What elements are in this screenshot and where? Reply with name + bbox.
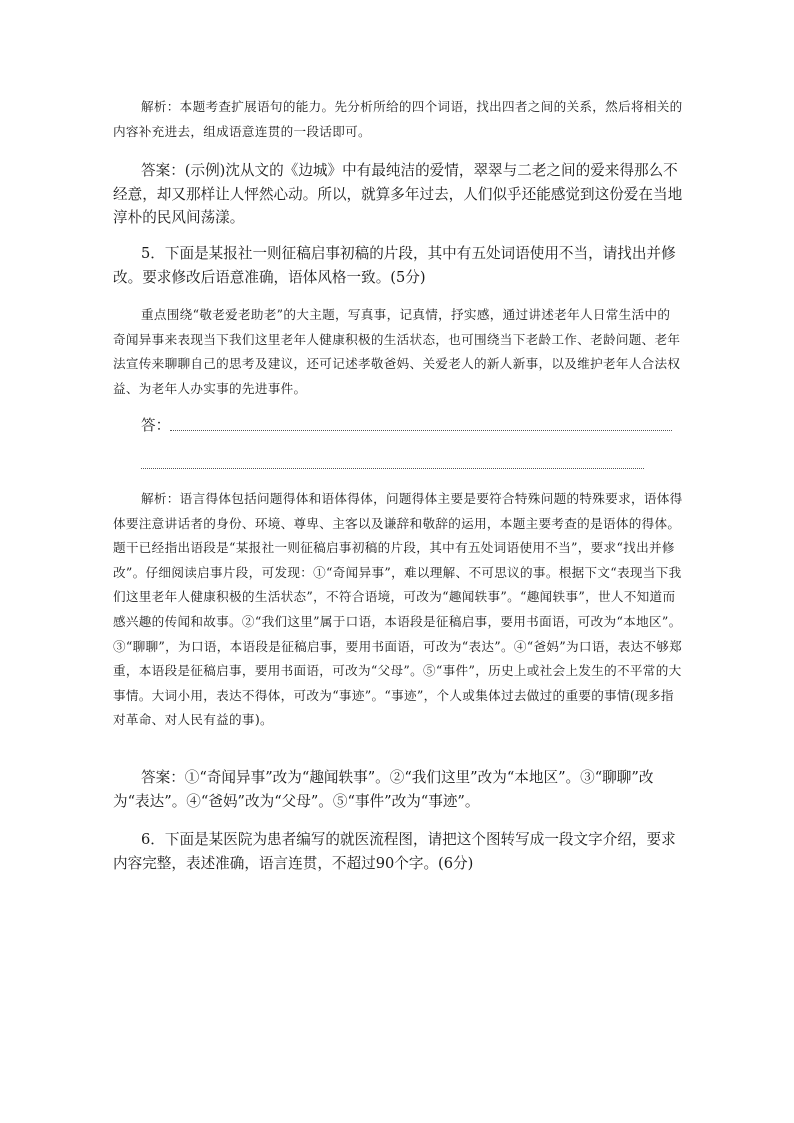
answer-blank-line-2 [141,468,644,469]
question-6-paragraph: 6．下面是某医院为患者编写的就医流程图，请把这个图转写成一段文字介绍，要求内容完整，表述准确，语言连贯，不超过90个字。(6分) [113,831,676,872]
question-5-passage: 重点围绕“敬老爱老助老”的大主题，写真事，记真情，抒实感，通过讲述老年人日常生活中的奇闻异事来表现当下我们这里老年人健康积极的生活状态，也可围绕当下老龄工作、老龄问题、老年法宣传来聊聊自己的思考及建议，还可记述孝敬爸妈、关爱老人的新人新事，以及维护老年人合法权益、为老年人办实事的先进事件。 [113,307,681,396]
answer-blank-line-1 [170,430,672,431]
answer-blank-label: 答： [141,417,171,434]
answer-paragraph-5: 答案：①“奇闻异事”改为“趣闻轶事”。②“我们这里”改为“本地区”。③“聊聊”改为“表达”。④“爸妈”改为“父母”。⑤“事件”改为“事迹”。 [113,769,654,810]
analysis-paragraph-5: 解析：语言得体包括问题得体和语体得体，问题得体主要是要符合特殊问题的特殊要求，语体得体要注意讲话者的身份、环境、尊卑、主客以及谦辞和敬辞的运用，本题主要考查的是语体的得体。题干已经指出语段是“某报社一则征稿启事初稿的片段，其中有五处词语使用不当”，要求“找出并修改”。仔细阅读启事片段，可发现：①“奇闻异事”，难以理解、不可思议的事。根据下文“表现当下我们这里老年人健康积极的生活状态”，不符合语境，可改为“趣闻轶事”。“趣闻轶事”，世人不知道而感兴趣的传闻和故事。②“我们这里”属于口语，本语段是征稿启事，要用书面语，可改为“本地区”。③“聊聊”，为口语，本语段是征稿启事，要用书面语，可改为“表达”。④“爸妈”为口语，表达不够郑重，本语段是征稿启事，要用书面语，可改为“父母”。⑤“事件”，历史上或社会上发生的不平常的大事情。大词小用，表达不得体，可改为“事迹”。“事迹”，个人或集体过去做过的重要的事情(现多指对革命、对人民有益的事)。 [113,491,683,728]
answer-paragraph-1: 答案：(示例)沈从文的《边城》中有最纯洁的爱情，翠翠与二老之间的爱来得那么不经意，却又那样让人怦然心动。所以，就算多年过去，人们似乎还能感觉到这份爱在当地淳朴的民风间荡漾。 [113,162,683,226]
analysis-paragraph-1: 解析：本题考查扩展语句的能力。先分析所给的四个词语，找出四者之间的关系，然后将相关的内容补充进去，组成语意连贯的一段话即可。 [113,99,683,139]
question-5-paragraph: 5．下面是某报社一则征稿启事初稿的片段，其中有五处词语使用不当，请找出并修改。要求修改后语意准确，语体风格一致。(5分) [113,245,676,286]
